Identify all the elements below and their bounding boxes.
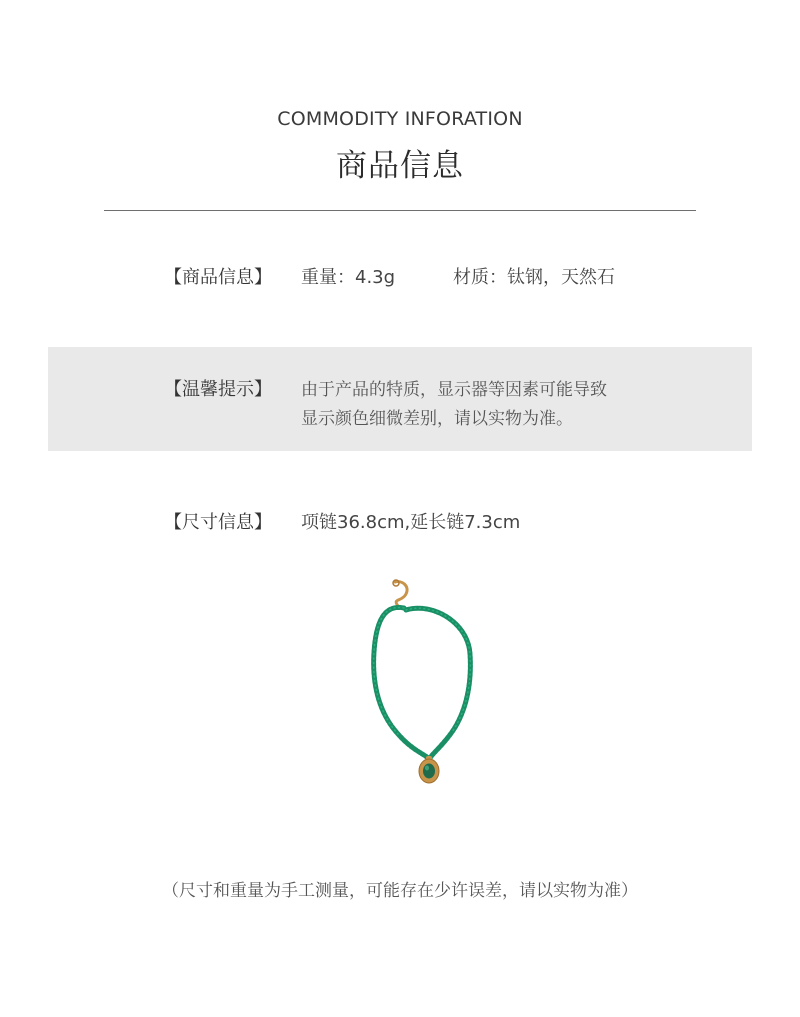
header-divider: [104, 210, 696, 211]
necklace-svg: [340, 572, 500, 792]
tips-line-1: 由于产品的特质，显示器等因素可能导致: [301, 380, 607, 400]
tips-line-2: 显示颜色细微差别，请以实物为准。: [301, 409, 573, 429]
size-info-text: 项链36.8cm,延长链7.3cm: [301, 512, 521, 533]
header-title-cn: 商品信息: [336, 148, 464, 184]
bead-highlight-left: [374, 607, 404, 734]
size-info-row: [0, 508, 800, 538]
footnote: （尺寸和重量为手工测量，可能存在少许误差，请以实物为准）: [162, 881, 638, 901]
material-text: 材质：钛钢，天然石: [453, 267, 615, 288]
necklace-illustration-icon: [340, 572, 500, 792]
bead-strand-left: [374, 607, 428, 758]
product-info-row: [0, 263, 800, 293]
tips-band: [48, 347, 752, 451]
pendant-stone: [423, 764, 435, 779]
size-info-label: 【尺寸信息】: [164, 512, 272, 533]
bead-strand-right: [406, 608, 470, 758]
weight-text: 重量：4.3g: [301, 267, 396, 288]
pendant-shine: [425, 766, 429, 771]
product-info-label: 【商品信息】: [164, 267, 272, 288]
tips-text: [301, 376, 607, 434]
tips-label: 【温馨提示】: [164, 379, 272, 400]
header-title-en: COMMODITY INFORATION: [277, 108, 523, 130]
